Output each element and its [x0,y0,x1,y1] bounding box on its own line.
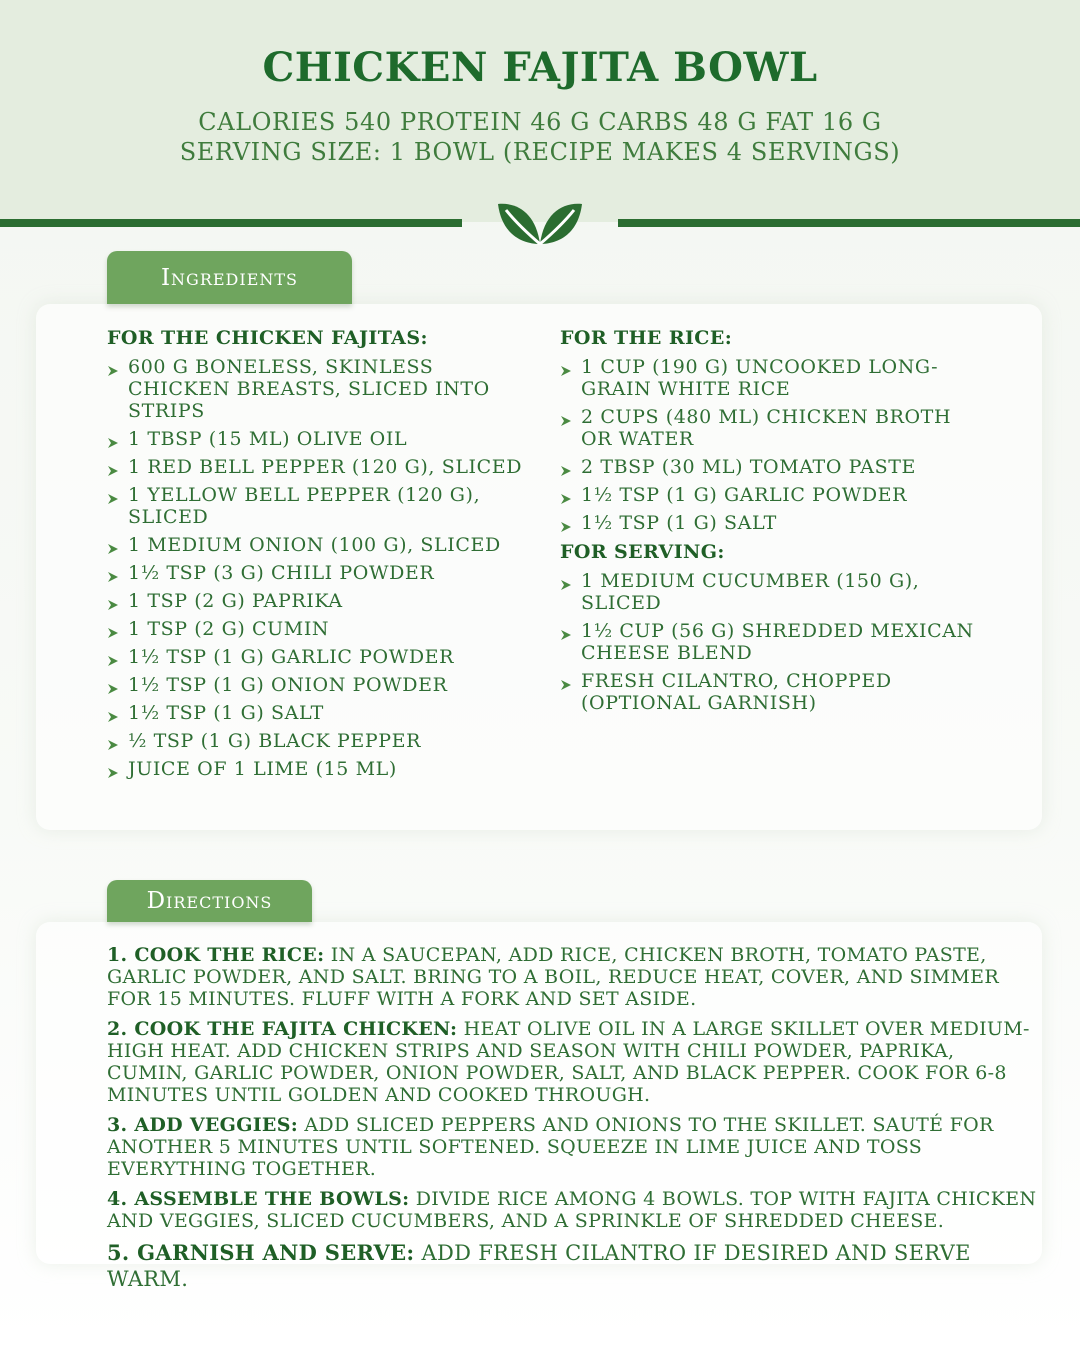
list-item [107,534,527,556]
direction-step [107,1188,1037,1232]
arrow-bullet-icon [107,460,119,472]
step-lead: 2. COOK THE FAJITA CHICKEN: [107,1018,458,1040]
ingredients-column-right [560,326,980,720]
step-lead: 3. ADD VEGGIES: [107,1114,299,1136]
list-item [560,484,980,506]
list-item [560,456,980,478]
arrow-bullet-icon [107,566,119,578]
section-heading: FOR THE CHICKEN FAJITAS: [107,327,428,349]
directions-tab: Directions [107,880,312,922]
ingredient-text: 1 TBSP (15 ML) OLIVE OIL [128,428,408,450]
arrow-bullet-icon [560,460,572,472]
step-text: DIVIDE RICE AMONG 4 BOWLS. TOP WITH FAJITA CHICKEN AND VEGGIES, SLICED CUCUMBERS, AND A SPRINKLE OF SHREDDED CHEESE. [107,1188,1037,1232]
list-item [107,356,527,422]
direction-step [107,1114,1037,1180]
arrow-bullet-icon [560,574,572,586]
list-item [107,428,527,450]
arrow-bullet-icon [560,488,572,500]
step-lead: 4. ASSEMBLE THE BOWLS: [107,1188,410,1210]
ingredient-text: 1 RED BELL PEPPER (120 G), SLICED [128,456,523,478]
ingredient-text: 1½ TSP (1 G) GARLIC POWDER [128,646,455,668]
header [0,0,1080,222]
ingredient-text: 1½ TSP (3 G) CHILI POWDER [128,562,435,584]
list-item [107,730,527,752]
arrow-bullet-icon [107,762,119,774]
ingredient-list-rice [560,356,980,534]
list-item [560,670,980,714]
ingredient-text: 1½ CUP (56 G) SHREDDED MEXICAN CHEESE BLEND [581,620,974,664]
step-text: ADD SLICED PEPPERS AND ONIONS TO THE SKILLET. SAUTÉ FOR ANOTHER 5 MINUTES UNTIL SOFTENED. SQUEEZE IN LIME JUICE AND TOSS EVERYTHING TOGETHER. [107,1114,994,1180]
arrow-bullet-icon [107,734,119,746]
list-item [560,570,980,614]
step-lead: 5. GARNISH AND SERVE: [107,1240,415,1265]
ingredient-list-chicken [107,356,527,780]
ingredient-text: 1½ TSP (1 G) SALT [581,512,777,534]
arrow-bullet-icon [107,706,119,718]
divider-right [618,219,1080,227]
list-item [107,590,527,612]
direction-step [107,1018,1037,1106]
arrow-bullet-icon [560,674,572,686]
arrow-bullet-icon [107,678,119,690]
list-item [107,646,527,668]
ingredient-text: 1½ TSP (1 G) ONION POWDER [128,674,448,696]
arrow-bullet-icon [107,488,119,500]
arrow-bullet-icon [107,432,119,444]
ingredients-tab: Ingredients [107,251,352,304]
ingredient-text: 1 MEDIUM CUCUMBER (150 G), SLICED [581,570,920,614]
list-item [560,512,980,534]
directions-list [107,944,1037,1300]
ingredient-text: 1 CUP (190 G) UNCOOKED LONG-GRAIN WHITE RICE [581,356,939,400]
ingredient-text: 2 TBSP (30 ML) TOMATO PASTE [581,456,916,478]
divider-left [0,219,462,227]
list-item [107,758,527,780]
ingredient-text: JUICE OF 1 LIME (15 ML) [128,758,397,780]
arrow-bullet-icon [107,594,119,606]
arrow-bullet-icon [107,360,119,372]
ingredient-text: ½ TSP (1 G) BLACK PEPPER [128,730,422,752]
arrow-bullet-icon [560,360,572,372]
nutrition-info: CALORIES 540 PROTEIN 46 G CARBS 48 G FAT 16 G [198,108,882,136]
section-heading: FOR THE RICE: [560,327,733,349]
section-heading: FOR SERVING: [560,541,725,563]
direction-step [107,1240,1037,1292]
ingredient-text: 600 G BONELESS, SKINLESS CHICKEN BREASTS, SLICED INTO STRIPS [128,356,490,422]
step-text: ADD FRESH CILANTRO IF DESIRED AND SERVE WARM. [107,1241,971,1291]
list-item [107,674,527,696]
arrow-bullet-icon [107,538,119,550]
list-item [107,562,527,584]
ingredients-column-left [107,326,527,786]
ingredient-text: 1 TSP (2 G) CUMIN [128,618,330,640]
list-item [107,702,527,724]
ingredient-text: 1 YELLOW BELL PEPPER (120 G), SLICED [128,484,481,528]
serving-size: SERVING SIZE: 1 BOWL (RECIPE MAKES 4 SERVINGS) [179,138,901,166]
list-item [107,484,527,528]
list-item [107,618,527,640]
direction-step [107,944,1037,1010]
ingredient-text: 1½ TSP (1 G) SALT [128,702,324,724]
ingredient-text: 1 TSP (2 G) PAPRIKA [128,590,343,612]
arrow-bullet-icon [107,650,119,662]
step-text: IN A SAUCEPAN, ADD RICE, CHICKEN BROTH, TOMATO PASTE, GARLIC POWDER, AND SALT. BRING TO A BOIL, REDUCE HEAT, COVER, AND SIMMER FOR 15 MINUTES. FLUFF WITH A FORK AND SET ASIDE. [107,944,999,1010]
arrow-bullet-icon [107,622,119,634]
list-item [560,620,980,664]
list-item [560,356,980,400]
leaves-icon [496,196,584,248]
list-item [107,456,527,478]
step-lead: 1. COOK THE RICE: [107,944,325,966]
ingredient-text: FRESH CILANTRO, CHOPPED (OPTIONAL GARNISH) [581,670,892,714]
page-title: CHICKEN FAJITA BOWL [262,44,818,91]
list-item [560,406,980,450]
ingredient-list-serving [560,570,980,714]
step-text: HEAT OLIVE OIL IN A LARGE SKILLET OVER MEDIUM-HIGH HEAT. ADD CHICKEN STRIPS AND SEASON WITH CHILI POWDER, PAPRIKA, CUMIN, GARLIC POWDER, ONION POWDER, SALT, AND BLACK PEPPER. COOK FOR 6-8 MINUTES UNTIL GOLDEN AND COOKED THROUGH. [107,1018,1030,1106]
arrow-bullet-icon [560,516,572,528]
ingredient-text: 1½ TSP (1 G) GARLIC POWDER [581,484,908,506]
arrow-bullet-icon [560,410,572,422]
ingredient-text: 1 MEDIUM ONION (100 G), SLICED [128,534,501,556]
arrow-bullet-icon [560,624,572,636]
ingredient-text: 2 CUPS (480 ML) CHICKEN BROTH OR WATER [581,406,952,450]
